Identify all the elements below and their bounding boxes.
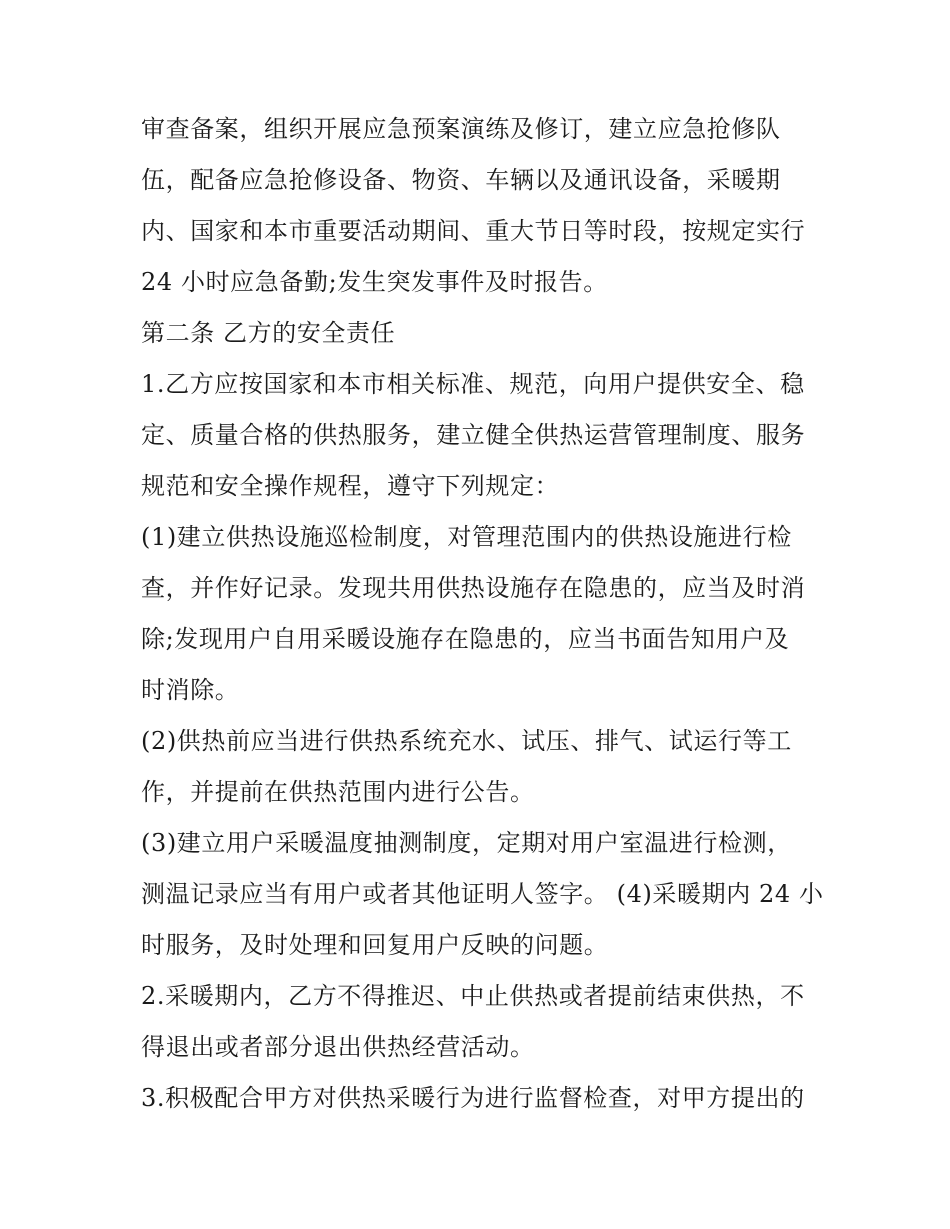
text-line: 作，并提前在供热范围内进行公告。	[141, 778, 535, 806]
text-line: 除;发现用户自用采暖设施存在隐患的，应当书面告知用户及	[141, 625, 790, 653]
text-line: 1.乙方应按国家和本市相关标准、规范，向用户提供安全、稳	[141, 370, 805, 398]
text-line: (3)建立用户采暖温度抽测制度，定期对用户室温进行检测，	[141, 829, 792, 857]
text-line: 审查备案，组织开展应急预案演练及修订，建立应急抢修队	[141, 115, 781, 143]
document-body	[141, 104, 824, 1124]
text-line: 内、国家和本市重要活动期间、重大节日等时段，按规定实行	[141, 217, 806, 245]
text-line: 规范和安全操作规程，遵守下列规定：	[141, 472, 560, 500]
text-line: 2.采暖期内，乙方不得推迟、中止供热或者提前结束供热，不	[141, 982, 805, 1010]
text-line: 测温记录应当有用户或者其他证明人签字。 (4)采暖期内 24 小	[141, 880, 824, 908]
text-line: 伍，配备应急抢修设备、物资、车辆以及通讯设备，采暖期	[141, 166, 781, 194]
text-line: (2)供热前应当进行供热系统充水、试压、排气、试运行等工	[141, 727, 792, 755]
text-line: 时消除。	[141, 676, 240, 704]
text-line: 时服务，及时处理和回复用户反映的问题。	[141, 931, 609, 959]
text-line: (1)建立供热设施巡检制度，对管理范围内的供热设施进行检	[141, 523, 792, 551]
text-line: 得退出或者部分退出供热经营活动。	[141, 1033, 535, 1061]
section-heading: 第二条 乙方的安全责任	[141, 319, 396, 347]
text-line: 24 小时应急备勤;发生突发事件及时报告。	[141, 268, 608, 296]
text-line: 定、质量合格的供热服务，建立健全供热运营管理制度、服务	[141, 421, 806, 449]
text-line: 查，并作好记录。发现共用供热设施存在隐患的，应当及时消	[141, 574, 806, 602]
text-line: 3.积极配合甲方对供热采暖行为进行监督检查，对甲方提出的	[141, 1084, 805, 1112]
